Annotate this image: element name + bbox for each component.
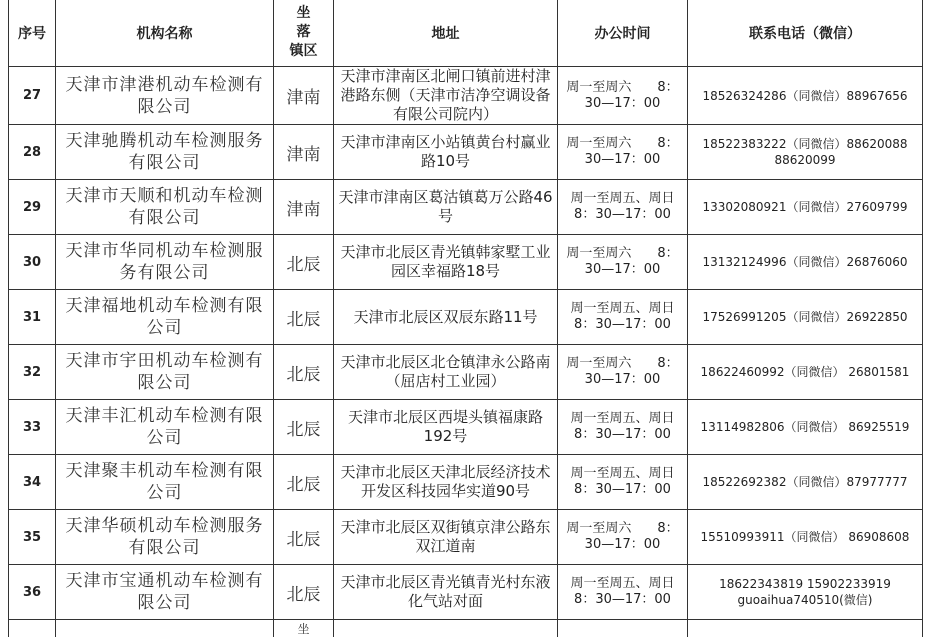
station-district: 北辰 bbox=[274, 510, 334, 565]
table-row bbox=[9, 235, 923, 290]
station-district: 北辰 bbox=[274, 455, 334, 510]
office-hours: 周一至周五、周日 8：30—17：00 bbox=[558, 565, 688, 620]
inspection-stations-table bbox=[8, 0, 923, 637]
row-index: 36 bbox=[9, 565, 56, 620]
station-address: 天津市津南区北闸口镇前进村津港路东侧（天津市洁净空调设备有限公司院内） bbox=[334, 67, 558, 125]
office-hours: 周一至周六 8：30—17：00 bbox=[558, 67, 688, 125]
row-index: 34 bbox=[9, 455, 56, 510]
station-district: 津南 bbox=[274, 180, 334, 235]
station-address: 天津市北辰区青光镇韩家墅工业园区幸福路18号 bbox=[334, 235, 558, 290]
station-district: 北辰 bbox=[274, 290, 334, 345]
contact-phone: 18522383222（同微信）88620088 88620099 bbox=[688, 125, 923, 180]
row-index: 33 bbox=[9, 400, 56, 455]
station-district: 津南 bbox=[274, 125, 334, 180]
office-hours: 周一至周五、周日 8：30—17：00 bbox=[558, 180, 688, 235]
station-address: 天津市津南区小站镇黄台村赢业路10号 bbox=[334, 125, 558, 180]
station-address: 天津市北辰区西堤头镇福康路192号 bbox=[334, 400, 558, 455]
row-index: 28 bbox=[9, 125, 56, 180]
office-hours: 周一至周六 8：30—17：00 bbox=[558, 125, 688, 180]
station-address: 天津市北辰区双街镇京津公路东双江道南 bbox=[334, 510, 558, 565]
header-index: 序号 bbox=[9, 0, 56, 67]
contact-phone: 13114982806（同微信） 86925519 bbox=[688, 400, 923, 455]
header-address: 地址 bbox=[334, 0, 558, 67]
contact-phone: 13302080921（同微信）27609799 bbox=[688, 180, 923, 235]
station-district: 北辰 bbox=[274, 400, 334, 455]
table-row bbox=[9, 67, 923, 125]
station-district: 北辰 bbox=[274, 565, 334, 620]
row-index: 35 bbox=[9, 510, 56, 565]
station-address: 天津市北辰区天津北辰经济技术开发区科技园华实道90号 bbox=[334, 455, 558, 510]
header-district-line: 镇区 bbox=[274, 42, 333, 61]
header-district bbox=[274, 0, 334, 67]
office-hours: 周一至周五、周日 8：30—17：00 bbox=[558, 455, 688, 510]
station-name: 天津市华同机动车检测服务有限公司 bbox=[56, 235, 274, 290]
table-row bbox=[9, 290, 923, 345]
header-phone: 联系电话（微信） bbox=[688, 0, 923, 67]
station-name: 天津华硕机动车检测服务有限公司 bbox=[56, 510, 274, 565]
station-address: 天津市北辰区双辰东路11号 bbox=[334, 290, 558, 345]
station-district: 津南 bbox=[274, 67, 334, 125]
contact-phone: 18622343819 15902233919 guoaihua740510(微信) bbox=[688, 565, 923, 620]
office-hours: 周一至周六 8：30—17：00 bbox=[558, 235, 688, 290]
station-name: 天津市津港机动车检测有限公司 bbox=[56, 67, 274, 125]
contact-phone: 17526991205（同微信）26922850 bbox=[688, 290, 923, 345]
header-name: 机构名称 bbox=[56, 0, 274, 67]
contact-phone: 13132124996（同微信）26876060 bbox=[688, 235, 923, 290]
row-index: 32 bbox=[9, 345, 56, 400]
row-index: 31 bbox=[9, 290, 56, 345]
table-row bbox=[9, 125, 923, 180]
header-district-line: 落 bbox=[274, 23, 333, 42]
header-row bbox=[9, 0, 923, 67]
station-name: 天津市宇田机动车检测有限公司 bbox=[56, 345, 274, 400]
office-hours: 周一至周五、周日 8：30—17：00 bbox=[558, 290, 688, 345]
station-name: 天津市宝通机动车检测有限公司 bbox=[56, 565, 274, 620]
row-index: 30 bbox=[9, 235, 56, 290]
header-hours: 办公时间 bbox=[558, 0, 688, 67]
station-address: 天津市北辰区北仓镇津永公路南（屈店村工业园） bbox=[334, 345, 558, 400]
header-district-line: 坐 bbox=[274, 4, 333, 23]
contact-phone: 15510993911（同微信） 86908608 bbox=[688, 510, 923, 565]
table-row bbox=[9, 400, 923, 455]
office-hours: 周一至周五、周日 8：30—17：00 bbox=[558, 400, 688, 455]
table-row bbox=[9, 180, 923, 235]
station-address: 天津市津南区葛沽镇葛万公路46号 bbox=[334, 180, 558, 235]
station-address: 天津市北辰区青光镇青光村东液化气站对面 bbox=[334, 565, 558, 620]
table-row bbox=[9, 565, 923, 620]
row-index: 29 bbox=[9, 180, 56, 235]
contact-phone: 18526324286（同微信）88967656 bbox=[688, 67, 923, 125]
station-district: 北辰 bbox=[274, 235, 334, 290]
station-name: 天津丰汇机动车检测有限公司 bbox=[56, 400, 274, 455]
office-hours: 周一至周六 8：30—17：00 bbox=[558, 510, 688, 565]
next-row-stub bbox=[9, 620, 923, 637]
table-row bbox=[9, 345, 923, 400]
station-name: 天津驰腾机动车检测服务有限公司 bbox=[56, 125, 274, 180]
stub-district: 坐 bbox=[274, 620, 334, 637]
contact-phone: 18522692382（同微信）87977777 bbox=[688, 455, 923, 510]
row-index: 27 bbox=[9, 67, 56, 125]
station-name: 天津福地机动车检测有限公司 bbox=[56, 290, 274, 345]
station-district: 北辰 bbox=[274, 345, 334, 400]
station-name: 天津聚丰机动车检测有限公司 bbox=[56, 455, 274, 510]
contact-phone: 18622460992（同微信） 26801581 bbox=[688, 345, 923, 400]
office-hours: 周一至周六 8：30—17：00 bbox=[558, 345, 688, 400]
station-name: 天津市天顺和机动车检测有限公司 bbox=[56, 180, 274, 235]
table-row bbox=[9, 510, 923, 565]
table-row bbox=[9, 455, 923, 510]
